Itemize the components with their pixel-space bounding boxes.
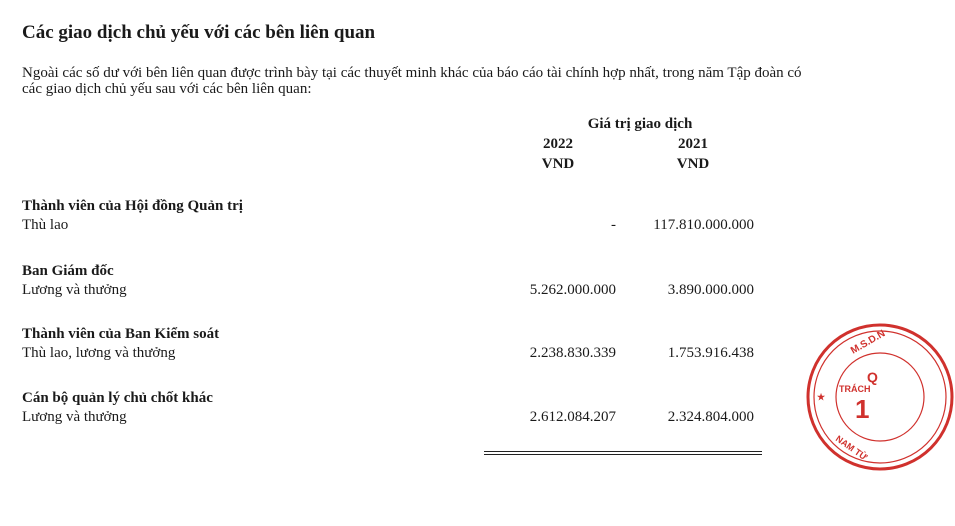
group-title: Thành viên của Ban Kiểm soát [22,326,220,342]
group-board-of-directors [22,197,782,235]
group-management-board [22,262,782,300]
row-label: Lương và thưởng [22,409,127,425]
svg-text:M.S.D.N: M.S.D.N [849,328,888,357]
svg-text:1: 1 [855,394,870,424]
svg-text:Q: Q [867,369,878,385]
group-title: Ban Giám đốc [22,263,114,279]
group-other-key-managers [22,389,782,427]
column-group-header: Giá trị giao dịch [587,116,693,132]
value-2021: 1.753.916.438 [667,345,754,361]
section-title: Các giao dịch chủ yếu với các bên liên quan [22,22,376,43]
table-row [22,343,782,363]
svg-text:★: ★ [817,392,826,402]
column-year-2022: 2022 [543,136,573,152]
value-2021: 117.810.000.000 [653,217,754,233]
value-2022: 2.612.084.207 [529,409,616,425]
table-row [22,215,782,235]
column-unit-2021: VND [676,156,710,172]
company-seal-stamp [805,322,955,472]
group-supervisory-board [22,325,782,363]
row-label: Thù lao, lương và thưởng [22,345,176,361]
total-double-rule [484,451,762,455]
table-row [22,280,782,300]
table-row [22,407,782,427]
value-2022: 2.238.830.339 [529,345,616,361]
intro-paragraph: Ngoài các số dư với bên liên quan được trình bày tại các thuyết minh khác của báo cáo tài chính hợp nhất, trong năm Tập đoàn có các giao dịch chủ yếu sau với các bên liên quan: [22,65,802,97]
row-label: Lương và thưởng [22,282,127,298]
svg-text:NAM TỪ: NAM TỪ [833,433,870,463]
column-unit-2022: VND [541,156,575,172]
group-title: Cán bộ quản lý chủ chốt khác [22,390,213,406]
column-year-2021: 2021 [678,136,708,152]
value-2022: 5.262.000.000 [529,282,616,298]
value-2021: 2.324.804.000 [667,409,754,425]
value-2021: 3.890.000.000 [667,282,754,298]
row-label: Thù lao [22,217,69,233]
group-title: Thành viên của Hội đồng Quản trị [22,198,243,214]
svg-text:TRÁCH: TRÁCH [839,384,871,394]
value-2022: - [611,217,616,233]
